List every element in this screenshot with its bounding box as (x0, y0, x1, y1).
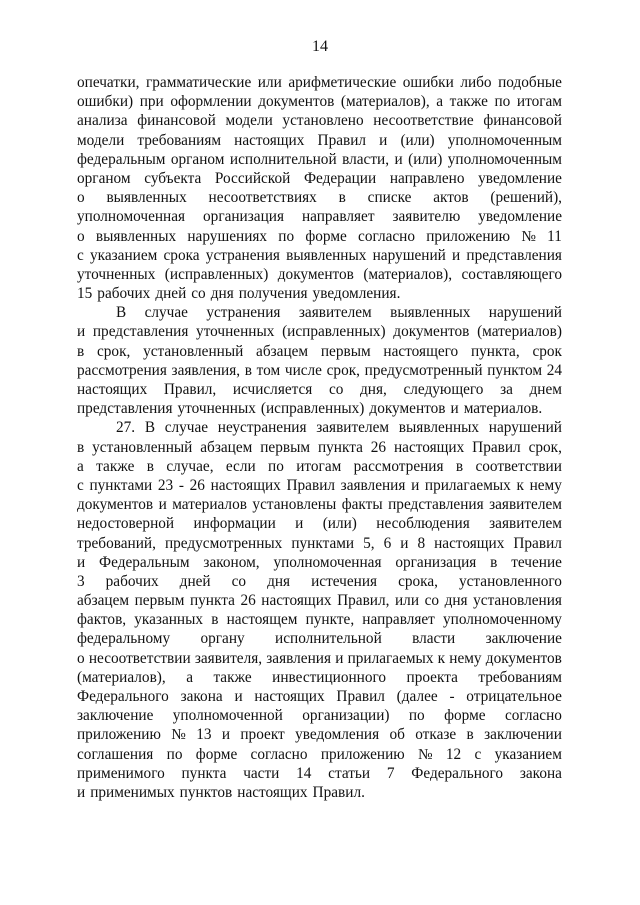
text-line: требований, предусмотренных пунктами 5, 6 и 8 настоящих Правил (77, 534, 562, 552)
text-line: и применимых пунктов настоящих Правил. (77, 783, 365, 801)
text-line: абзацем первым пункта 26 настоящих Правил, или со дня установления (77, 592, 562, 610)
text-line: с указанием срока устранения выявленных нарушений и представления (77, 246, 562, 264)
text-line: приложению № 13 и проект уведомления об отказе в заключении (77, 726, 562, 744)
text-line: о несоответствии заявителя, заявления и прилагаемых к нему документов (77, 649, 562, 667)
text-line: и представления уточненных (исправленных) документов (материалов) (77, 323, 562, 341)
text-line: в срок, установленный абзацем первым настоящего пункта, срок (77, 342, 562, 360)
text-line: настоящих Правил, исчисляется со дня, следующего за днем (77, 381, 562, 398)
text-line: применимого пункта части 14 статьи 7 Федерального закона (77, 764, 562, 782)
text-line: а также в случае, если по итогам рассмотрения в соответствии (77, 457, 562, 475)
text-line: документов и материалов установлены факты представления заявителем (77, 496, 562, 514)
text-line: 27. В случае неустранения заявителем выявленных нарушений (116, 419, 562, 437)
text-line: фактов, указанных в настоящем пункте, направляет уполномоченному (77, 611, 562, 629)
text-line: (материалов), а также инвестиционного проекта требованиям (77, 668, 562, 686)
text-line: ошибки) при оформлении документов (материалов), а также по итогам (77, 93, 562, 111)
text-line: о выявленных несоответствиях в списке актов (решений), (77, 189, 562, 207)
text-line: Федерального закона и настоящих Правил (далее - отрицательное (77, 688, 562, 705)
text-line: модели требованиям настоящих Правил и (или) уполномоченным (77, 131, 562, 149)
text-line: 15 рабочих дней со дня получения уведомления. (77, 285, 401, 303)
text-line: 3 рабочих дней со дня истечения срока, установленного (77, 572, 562, 590)
text-line: с пунктами 23 - 26 настоящих Правил заявления и прилагаемых к нему (77, 476, 562, 494)
text-line: и Федеральным законом, уполномоченная организация в течение (77, 553, 562, 571)
text-line: федеральному органу исполнительной власти заключение (77, 630, 562, 648)
text-line: опечатки, грамматические или арифметические ошибки либо подобные (77, 74, 562, 91)
text-line: федеральным органом исполнительной власти, и (или) уполномоченным (77, 150, 562, 168)
text-line: соглашения по форме согласно приложению № 12 с указанием (77, 745, 562, 763)
text-line: рассмотрения заявления, в том числе срок, предусмотренный пунктом 24 (77, 361, 562, 379)
document-body (77, 73, 562, 802)
text-line: заключение уполномоченной организации) по форме согласно (77, 707, 562, 725)
text-line: анализа финансовой модели установлено несоответствие финансовой (77, 112, 562, 130)
text-line: в установленный абзацем первым пункта 26 настоящих Правил срок, (77, 438, 562, 456)
text-line: уполномоченная организация направляет заявителю уведомление (77, 208, 562, 226)
text-line: недостоверной информации и (или) несоблюдения заявителем (77, 515, 562, 533)
text-line: уточненных (исправленных) документов (материалов), составляющего (77, 265, 562, 283)
text-line: о выявленных нарушениях по форме согласно приложению № 11 (77, 227, 562, 245)
text-line: В случае устранения заявителем выявленных нарушений (116, 304, 562, 322)
text-line: органом субъекта Российской Федерации направлено уведомление (77, 169, 562, 187)
text-line: представления уточненных (исправленных) документов и материалов. (77, 400, 543, 418)
page-number: 14 (312, 38, 328, 55)
